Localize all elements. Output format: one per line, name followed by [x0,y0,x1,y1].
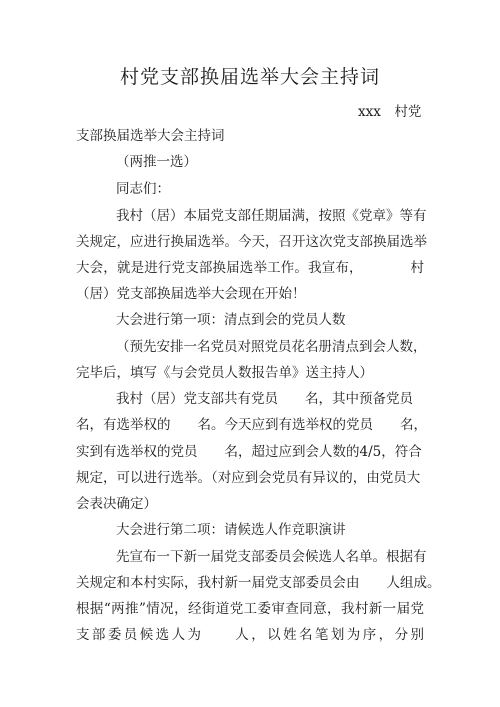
document-title: 村党支部换届选举大会主持词 [119,66,380,88]
text-line: 关规定，应进行换届选举。今天，召开这次党支部换届选举 [76,234,427,250]
text-line: （两推一选） [116,154,197,170]
text-line: 关规定和本村实际，我村新一届党支部委员会由 人组成。 [76,575,441,591]
byline: xxx 村党 [358,104,422,120]
text-line: 支部委员候选人为 人，以姓名笔划为序，分别 [76,627,424,643]
text-line: 我村（居）本届党支部任期届满，按照《党章》等有 [116,208,427,224]
text-line: 会表决确定） [76,496,157,512]
text-line: 规定，可以进行选举。（对应到会党员有异议的，由党员大 [76,470,421,486]
text-line: 名，有选举权的 名。今天应到有选举权的党员 名， [76,417,427,433]
text-line: 实到有选举权的党员 名，超过应到会人数的4/5，符合 [76,444,422,460]
text-line: 根据“两推”情况，经街道党工委审查同意，我村新一届党 [76,601,424,617]
text-line: 支部换届选举大会主持词 [76,128,225,144]
text-line: （居）党支部换届选举大会现在开始！ [76,286,306,302]
salutation: 同志们： [116,181,170,197]
text-line: 完毕后，填写《与会党员人数报告单》送主持人） [76,365,373,381]
text-line: （预先安排一名党员对照党员花名册清点到会人数， [116,339,427,355]
section-heading: 大会进行第二项：请候选人作竞职演讲 [116,522,346,538]
text-line: 大会，就是进行党支部换届选举工作。我宣布， 村 [76,260,424,276]
text-line: 先宣布一下新一届党支部委员会候选人名单。根据有 [116,549,427,565]
section-heading: 大会进行第一项：清点到会的党员人数 [116,312,346,328]
text-line: 我村（居）党支部共有党员 名，其中预备党员 [116,391,413,407]
